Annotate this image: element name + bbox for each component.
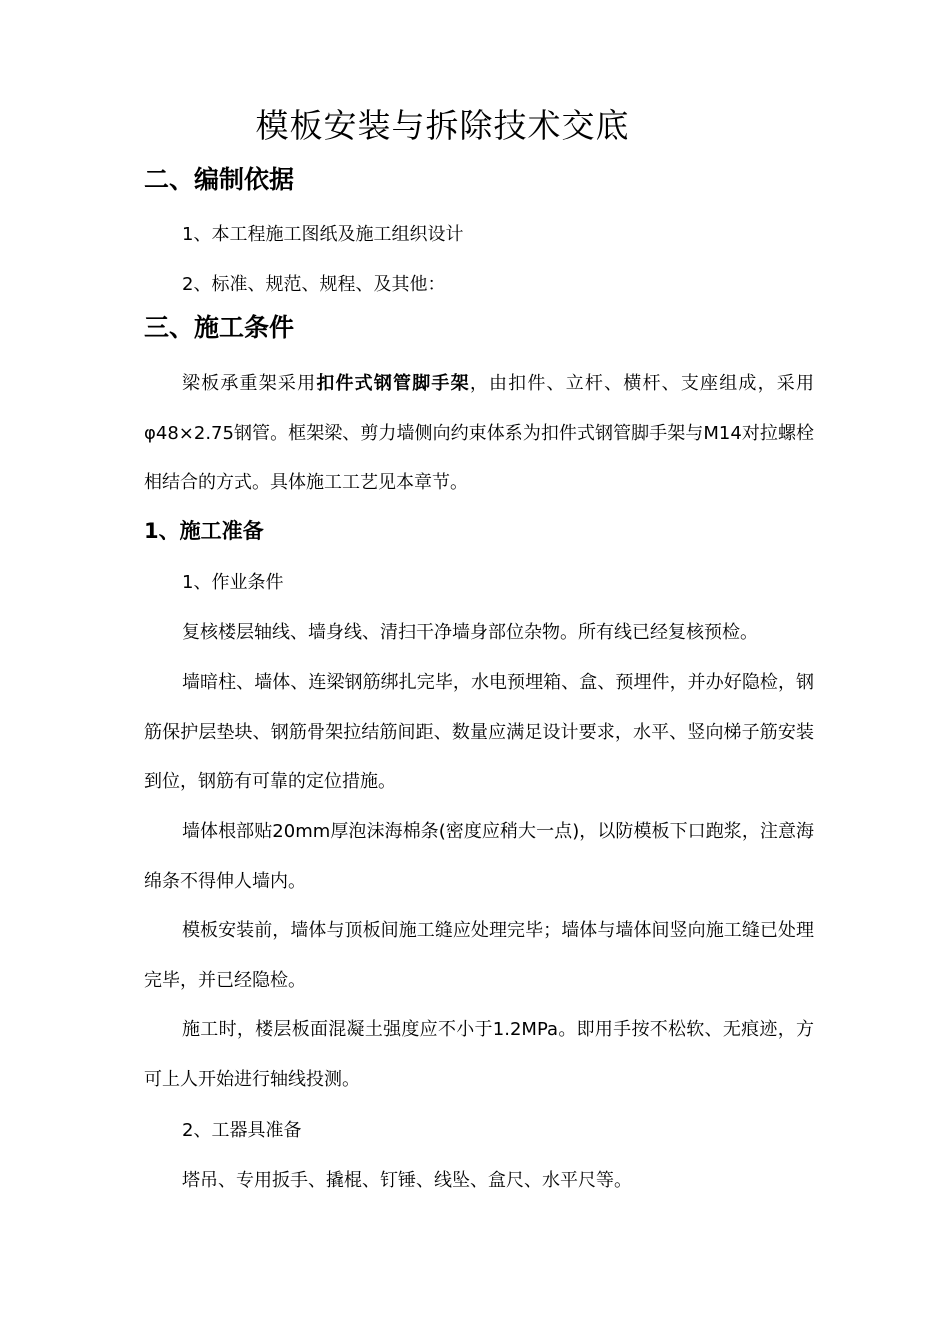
conditions-intro-paragraph: [144, 359, 814, 508]
work-conditions-label: 1、作业条件: [182, 572, 284, 593]
basis-item-1: 1、本工程施工图纸及施工组织设计: [182, 224, 464, 245]
intro-text-bold: 扣件式钢管脚手架: [316, 373, 470, 394]
intro-text-before: 梁板承重架采用: [182, 373, 317, 394]
work-conditions-paragraph-1: 复核楼层轴线、墙身线、清扫干净墙身部位杂物。所有线已经复核预检。: [182, 622, 758, 643]
work-conditions-paragraph-4: 模板安装前，墙体与顶板间施工缝应处理完毕；墙体与墙体间竖向施工缝已处理完毕，并已经隐检。: [144, 920, 814, 991]
basis-item-2: 2、标准、规范、规程、及其他：: [182, 274, 446, 295]
section-heading-conditions: 三、施工条件: [144, 313, 295, 342]
work-conditions-paragraph-3: 墙体根部贴20mm厚泡沫海棉条(密度应稍大一点)，以防模板下口跑浆，注意海绵条不得伸人墙内。: [144, 821, 814, 892]
tools-label: 2、工器具准备: [182, 1120, 302, 1141]
work-conditions-paragraph-2: 墙暗柱、墙体、连梁钢筋绑扎完毕，水电预埋箱、盒、预埋件，并办好隐检，钢筋保护层垫块、钢筋骨架拉结筋间距、数量应满足设计要求，水平、竖向梯子筋安装到位，钢筋有可靠的定位措施。: [144, 672, 814, 793]
intro-text-after: ，由扣件、立杆、横杆、支座组成，采用φ48×2.75钢管。框架梁、剪力墙侧向约束体系为扣件式钢管脚手架与M14对拉螺栓相结合的方式。具体施工工艺见本章节。: [144, 373, 814, 494]
document-title: 模板安装与拆除技术交底: [255, 106, 630, 145]
tools-list-text: 塔吊、专用扳手、撬棍、钉锤、线坠、盒尺、水平尺等。: [182, 1170, 632, 1191]
work-conditions-paragraph-5: 施工时，楼层板面混凝土强度应不小于1.2MPa。即用手按不松软、无痕迹，方可上人开始进行轴线投测。: [144, 1019, 814, 1090]
subsection-heading-preparation: 1、施工准备: [144, 519, 264, 543]
section-heading-basis: 二、编制依据: [144, 165, 295, 194]
